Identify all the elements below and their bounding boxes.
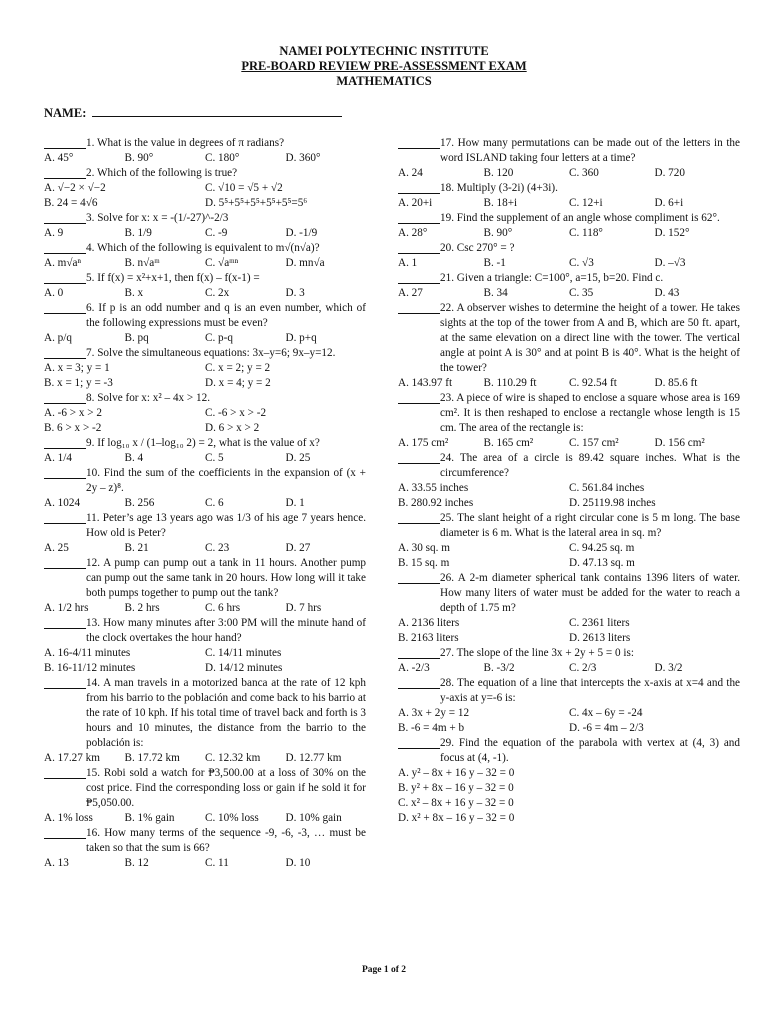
question-item bbox=[44, 766, 366, 826]
answer-option: A. 33.55 inches bbox=[398, 482, 469, 494]
answer-option: B. pq bbox=[124, 332, 149, 344]
question-item bbox=[398, 511, 740, 571]
question-text: 1. What is the value in degrees of π radians? bbox=[86, 137, 285, 149]
answer-option: B. 24 = 4√6 bbox=[44, 197, 98, 209]
answer-choices bbox=[398, 256, 740, 271]
answer-option: C. √10 = √5 + √2 bbox=[205, 182, 283, 194]
answer-choices bbox=[398, 766, 740, 826]
answer-option: D. 14/12 minutes bbox=[205, 662, 283, 674]
answer-option: C. 2361 liters bbox=[569, 617, 630, 629]
answer-option: B. x bbox=[124, 287, 144, 299]
question-text: 4. Which of the following is equivalent to m√(n√a)? bbox=[86, 242, 320, 254]
answer-choices bbox=[44, 181, 366, 211]
answer-choices bbox=[44, 361, 366, 391]
answer-option: C. 12+i bbox=[569, 197, 603, 209]
answer-choices bbox=[44, 226, 366, 241]
answer-choices bbox=[44, 496, 366, 511]
answer-option: C. 180° bbox=[205, 152, 240, 164]
answer-blank[interactable] bbox=[398, 301, 440, 314]
answer-option: D. 1 bbox=[285, 497, 305, 509]
answer-option: C. 94.25 sq. m bbox=[569, 542, 635, 554]
answer-blank[interactable] bbox=[398, 571, 440, 584]
question-stem bbox=[398, 451, 740, 481]
answer-option: D. 25119.98 inches bbox=[569, 497, 656, 509]
answer-blank[interactable] bbox=[398, 646, 440, 659]
answer-option: B. 1/9 bbox=[124, 227, 152, 239]
answer-option: A. 9 bbox=[44, 227, 64, 239]
question-text: 24. The area of a circle is 89.42 square inches. What is the circumference? bbox=[440, 452, 740, 479]
question-item bbox=[398, 571, 740, 646]
question-stem bbox=[398, 391, 740, 436]
answer-choices bbox=[44, 151, 366, 166]
answer-blank[interactable] bbox=[398, 511, 440, 524]
question-item bbox=[44, 826, 366, 871]
answer-option: A. 1% loss bbox=[44, 812, 93, 824]
answer-option: C. 157 cm² bbox=[569, 437, 619, 449]
answer-choices bbox=[44, 646, 366, 676]
answer-choices bbox=[44, 286, 366, 301]
answer-choices bbox=[398, 196, 740, 211]
answer-choices bbox=[398, 541, 740, 571]
exam-title: PRE-BOARD REVIEW PRE-ASSESSMENT EXAM bbox=[241, 59, 527, 73]
answer-option: B. -6 = 4m + b bbox=[398, 722, 465, 734]
answer-blank[interactable] bbox=[44, 616, 86, 629]
answer-option: B. 2163 liters bbox=[398, 632, 459, 644]
answer-choices bbox=[44, 406, 366, 436]
question-stem bbox=[44, 241, 366, 256]
answer-blank[interactable] bbox=[44, 556, 86, 569]
question-text: 29. Find the equation of the parabola with vertex at (4, 3) and focus at (4, -1). bbox=[440, 737, 740, 764]
question-text: 17. How many permutations can be made out of the letters in the word ISLAND taking four letters at a time? bbox=[440, 137, 740, 164]
question-text: 6. If p is an odd number and q is an even number, which of the following expressions must be even? bbox=[86, 302, 366, 329]
answer-option: B. 90° bbox=[124, 152, 154, 164]
question-text: 15. Robi sold a watch for ₱3,500.00 at a loss of 30% on the cost price. Find the corresponding loss or gain if he sold it for ₱5,050.00. bbox=[86, 767, 366, 809]
answer-choices bbox=[44, 751, 366, 766]
question-item bbox=[44, 616, 366, 676]
answer-option: D. x = 4; y = 2 bbox=[205, 377, 271, 389]
answer-option: C. 5 bbox=[205, 452, 224, 464]
question-item bbox=[398, 271, 740, 301]
answer-blank[interactable] bbox=[44, 676, 86, 689]
question-item bbox=[398, 136, 740, 181]
answer-option: D. -1/9 bbox=[285, 227, 318, 239]
question-item bbox=[44, 466, 366, 511]
answer-option: C. 4x – 6y = -24 bbox=[569, 707, 643, 719]
answer-option: C. -9 bbox=[205, 227, 228, 239]
answer-option: C. p-q bbox=[205, 332, 233, 344]
answer-option: C. 6 bbox=[205, 497, 224, 509]
answer-option: B. 18+i bbox=[483, 197, 518, 209]
answer-blank[interactable] bbox=[44, 211, 86, 224]
question-item bbox=[398, 181, 740, 211]
answer-option: D. -6 = 4m – 2/3 bbox=[569, 722, 644, 734]
answer-choices bbox=[44, 856, 366, 871]
answer-blank[interactable] bbox=[398, 676, 440, 689]
answer-choices bbox=[398, 226, 740, 241]
question-stem bbox=[44, 826, 366, 856]
answer-blank[interactable] bbox=[398, 241, 440, 254]
question-text: 22. A observer wishes to determine the height of a tower. He takes sights at the top of the tower from A and B, which are 50 ft. apart, at the same elevation on a direct line with the tower. The vertical angle at point A is 30° and at point B is 40°. What is the height of the tower? bbox=[440, 302, 740, 374]
answer-option: D. x² + 8x – 16 y – 32 = 0 bbox=[398, 812, 515, 824]
question-item bbox=[44, 301, 366, 346]
answer-option: B. -3/2 bbox=[483, 662, 515, 674]
answer-option: C. 360 bbox=[569, 167, 599, 179]
answer-option: A. 30 sq. m bbox=[398, 542, 450, 554]
answer-option: A. 175 cm² bbox=[398, 437, 449, 449]
answer-option: B. 16-11/12 minutes bbox=[44, 662, 136, 674]
question-stem bbox=[44, 556, 366, 601]
answer-option: C. 23 bbox=[205, 542, 230, 554]
question-stem bbox=[44, 616, 366, 646]
answer-blank[interactable] bbox=[398, 181, 440, 194]
answer-option: B. 280.92 inches bbox=[398, 497, 474, 509]
question-item bbox=[398, 211, 740, 241]
answer-option: A. 3x + 2y = 12 bbox=[398, 707, 470, 719]
institute-name: NAMEI POLYTECHNIC INSTITUTE bbox=[279, 44, 489, 58]
answer-choices bbox=[44, 451, 366, 466]
answer-option: C. 11 bbox=[205, 857, 229, 869]
answer-option: C. 14/11 minutes bbox=[205, 647, 282, 659]
question-stem bbox=[398, 136, 740, 166]
question-item bbox=[398, 391, 740, 451]
question-item bbox=[398, 646, 740, 676]
answer-option: B. 34 bbox=[483, 287, 508, 299]
answer-option: B. 1% gain bbox=[124, 812, 175, 824]
answer-option: B. 6 > x > -2 bbox=[44, 422, 102, 434]
question-text: 23. A piece of wire is shaped to enclose a square whose area is 169 cm². It is then reshaped to enclose a rectangle whose length is 15 cm. The area of the rectangle is: bbox=[440, 392, 740, 434]
answer-option: D. mn√a bbox=[285, 257, 325, 269]
answer-option: D. 156 cm² bbox=[654, 437, 705, 449]
question-text: 25. The slant height of a right circular cone is 5 m long. The base diameter is 6 m. What is the lateral area in sq. m? bbox=[440, 512, 740, 539]
question-item bbox=[44, 271, 366, 301]
question-stem bbox=[44, 436, 366, 451]
question-text: 7. Solve the simultaneous equations: 3x–y=6; 9x–y=12. bbox=[86, 347, 336, 359]
answer-option: C. 2x bbox=[205, 287, 230, 299]
question-stem bbox=[398, 211, 740, 226]
answer-option: C. √3 bbox=[569, 257, 594, 269]
answer-option: A. 1/2 hrs bbox=[44, 602, 89, 614]
question-text: 20. Csc 270° = ? bbox=[440, 242, 515, 254]
answer-option: A. 143.97 ft bbox=[398, 377, 453, 389]
answer-option: A. 0 bbox=[44, 287, 64, 299]
answer-option: A. p/q bbox=[44, 332, 72, 344]
answer-option: D. 2613 liters bbox=[569, 632, 631, 644]
answer-option: C. √aᵐⁿ bbox=[205, 257, 239, 269]
answer-option: C. 35 bbox=[569, 287, 594, 299]
answer-option: B. -1 bbox=[483, 257, 506, 269]
question-text: 3. Solve for x: x = -(1/-27)^-2/3 bbox=[86, 212, 229, 224]
answer-option: B. 120 bbox=[483, 167, 514, 179]
question-stem bbox=[44, 301, 366, 331]
answer-option: C. x = 2; y = 2 bbox=[205, 362, 271, 374]
answer-option: D. 3/2 bbox=[654, 662, 683, 674]
question-item bbox=[44, 511, 366, 556]
answer-option: C. -6 > x > -2 bbox=[205, 407, 267, 419]
answer-option: A. 13 bbox=[44, 857, 69, 869]
question-stem bbox=[398, 241, 740, 256]
answer-choices bbox=[398, 481, 740, 511]
answer-option: D. 7 hrs bbox=[285, 602, 322, 614]
answer-choices bbox=[398, 616, 740, 646]
question-item bbox=[44, 346, 366, 391]
question-text: 13. How many minutes after 3:00 PM will the minute hand of the clock overtakes the hour hand? bbox=[86, 617, 366, 644]
answer-option: B. 165 cm² bbox=[483, 437, 534, 449]
answer-choices bbox=[398, 706, 740, 736]
answer-option: A. 1024 bbox=[44, 497, 81, 509]
question-stem bbox=[398, 271, 740, 286]
answer-blank[interactable] bbox=[398, 271, 440, 284]
answer-option: D. 3 bbox=[285, 287, 305, 299]
answer-option: C. 12.32 km bbox=[205, 752, 261, 764]
question-stem bbox=[398, 301, 740, 376]
question-text: 14. A man travels in a motorized banca at the rate of 12 kph from his barrio to the población and come back to his barrio at the rate of 10 kph. If his total time of travel back and forth is 3 hours and 10 minutes, the distance from the barrio to the población is: bbox=[86, 677, 366, 749]
question-stem bbox=[398, 181, 740, 196]
question-item bbox=[44, 166, 366, 211]
question-item bbox=[398, 676, 740, 736]
question-text: 8. Solve for x: x² – 4x > 12. bbox=[86, 392, 211, 404]
question-stem bbox=[44, 211, 366, 226]
question-stem bbox=[44, 466, 366, 496]
answer-option: D. 27 bbox=[285, 542, 311, 554]
answer-option: D. 10% gain bbox=[285, 812, 342, 824]
answer-blank[interactable] bbox=[44, 511, 86, 524]
answer-choices bbox=[44, 541, 366, 556]
answer-option: A. 1/4 bbox=[44, 452, 72, 464]
answer-option: D. 85.6 ft bbox=[654, 377, 698, 389]
question-item bbox=[44, 211, 366, 241]
answer-blank[interactable] bbox=[44, 436, 86, 449]
answer-option: B. 90° bbox=[483, 227, 513, 239]
question-item bbox=[44, 676, 366, 766]
answer-option: D. 12.77 km bbox=[285, 752, 342, 764]
answer-option: C. 118° bbox=[569, 227, 603, 239]
question-stem bbox=[44, 676, 366, 751]
answer-option: A. 17.27 km bbox=[44, 752, 100, 764]
question-stem bbox=[398, 646, 740, 661]
answer-option: A. 16-4/11 minutes bbox=[44, 647, 131, 659]
answer-option: C. x² – 8x + 16 y – 32 = 0 bbox=[398, 797, 514, 809]
answer-option: D. 47.13 sq. m bbox=[569, 557, 635, 569]
answer-choices bbox=[44, 811, 366, 826]
answer-option: B. 17.72 km bbox=[124, 752, 180, 764]
question-stem bbox=[44, 166, 366, 181]
answer-option: D. 6 > x > 2 bbox=[205, 422, 260, 434]
page-footer: Page 1 of 2 bbox=[361, 965, 407, 975]
question-item bbox=[398, 736, 740, 826]
question-stem bbox=[44, 346, 366, 361]
question-item bbox=[44, 556, 366, 616]
answer-option: D. 720 bbox=[654, 167, 685, 179]
answer-option: B. x = 1; y = -3 bbox=[44, 377, 113, 389]
question-text: 10. Find the sum of the coefficients in the expansion of (x + 2y – z)⁸. bbox=[86, 467, 366, 494]
question-text: 5. If f(x) = x²+x+1, then f(x) – f(x-1) = bbox=[86, 272, 260, 284]
answer-blank[interactable] bbox=[398, 391, 440, 404]
answer-blank[interactable] bbox=[44, 346, 86, 359]
answer-choices bbox=[398, 286, 740, 301]
answer-option: A. -2/3 bbox=[398, 662, 430, 674]
answer-option: A. 2136 liters bbox=[398, 617, 460, 629]
answer-option: C. 6 hrs bbox=[205, 602, 241, 614]
question-stem bbox=[44, 391, 366, 406]
question-text: 21. Given a triangle: C=100°, a=15, b=20. Find c. bbox=[440, 272, 664, 284]
answer-option: C. 561.84 inches bbox=[569, 482, 645, 494]
question-stem bbox=[44, 136, 366, 151]
answer-option: D. 43 bbox=[654, 287, 680, 299]
answer-option: B. 12 bbox=[124, 857, 149, 869]
answer-option: A. 24 bbox=[398, 167, 423, 179]
question-stem bbox=[44, 511, 366, 541]
question-stem bbox=[44, 271, 366, 286]
question-stem bbox=[398, 676, 740, 706]
answer-option: D. 5⁵+5⁵+5⁵+5⁵+5⁵=5⁶ bbox=[205, 197, 308, 209]
answer-choices bbox=[44, 256, 366, 271]
answer-option: A. m√aⁿ bbox=[44, 257, 82, 269]
answer-option: B. n√aᵐ bbox=[124, 257, 160, 269]
answer-option: A. -6 > x > 2 bbox=[44, 407, 102, 419]
answer-choices bbox=[44, 331, 366, 346]
answer-choices bbox=[398, 166, 740, 181]
left-question-column bbox=[44, 136, 366, 871]
question-stem bbox=[44, 766, 366, 811]
right-question-column bbox=[398, 136, 740, 826]
question-text: 16. How many terms of the sequence -9, -6, -3, … must be taken so that the sum is 66? bbox=[86, 827, 366, 854]
question-text: 2. Which of the following is true? bbox=[86, 167, 238, 179]
answer-option: A. 1 bbox=[398, 257, 418, 269]
answer-option: C. 92.54 ft bbox=[569, 377, 617, 389]
answer-choices bbox=[398, 436, 740, 451]
answer-option: D. 6+i bbox=[654, 197, 684, 209]
answer-blank[interactable] bbox=[44, 466, 86, 479]
answer-blank[interactable] bbox=[398, 451, 440, 464]
answer-option: A. 27 bbox=[398, 287, 423, 299]
question-text: 27. The slope of the line 3x + 2y + 5 = 0 is: bbox=[440, 647, 634, 659]
answer-option: D. 152° bbox=[654, 227, 690, 239]
answer-choices bbox=[44, 601, 366, 616]
answer-option: A. 20+i bbox=[398, 197, 433, 209]
question-item bbox=[398, 241, 740, 271]
answer-option: A. y² – 8x + 16 y – 32 = 0 bbox=[398, 767, 515, 779]
answer-blank[interactable] bbox=[398, 136, 440, 149]
question-stem bbox=[398, 736, 740, 766]
question-stem bbox=[398, 511, 740, 541]
question-item bbox=[44, 136, 366, 166]
question-text: 9. If log₁₀ x / (1–log₁₀ 2) = 2, what is the value of x? bbox=[86, 437, 320, 449]
question-item bbox=[44, 391, 366, 436]
answer-option: B. y² + 8x – 16 y – 32 = 0 bbox=[398, 782, 514, 794]
answer-option: B. 256 bbox=[124, 497, 155, 509]
question-item bbox=[398, 451, 740, 511]
answer-blank[interactable] bbox=[44, 241, 86, 254]
answer-option: D. 10 bbox=[285, 857, 311, 869]
question-text: 26. A 2-m diameter spherical tank contains 1396 liters of water. How many liters of water must be added for the water to reach a depth of 1.75 m? bbox=[440, 572, 740, 614]
answer-option: B. 2 hrs bbox=[124, 602, 160, 614]
answer-option: D. 360° bbox=[285, 152, 321, 164]
answer-option: A. 45° bbox=[44, 152, 74, 164]
answer-option: D. 25 bbox=[285, 452, 311, 464]
answer-blank[interactable] bbox=[44, 766, 86, 779]
question-item bbox=[44, 241, 366, 271]
question-item bbox=[398, 301, 740, 391]
answer-blank[interactable] bbox=[398, 211, 440, 224]
question-text: 11. Peter’s age 13 years ago was 1/3 of his age 7 years hence. How old is Peter? bbox=[86, 512, 366, 539]
answer-option: C. 2/3 bbox=[569, 662, 597, 674]
answer-option: D. p+q bbox=[285, 332, 317, 344]
answer-option: A. 28° bbox=[398, 227, 428, 239]
answer-choices bbox=[398, 376, 740, 391]
question-text: 28. The equation of a line that intercepts the x-axis at x=4 and the y-axis at y=-6 is: bbox=[440, 677, 740, 704]
question-item bbox=[44, 436, 366, 466]
answer-option: C. 10% loss bbox=[205, 812, 259, 824]
name-blank[interactable] bbox=[92, 104, 342, 117]
answer-blank[interactable] bbox=[44, 166, 86, 179]
question-text: 18. Multiply (3-2i) (4+3i). bbox=[440, 182, 558, 194]
answer-option: D. –√3 bbox=[654, 257, 686, 269]
answer-option: A. x = 3; y = 1 bbox=[44, 362, 110, 374]
answer-blank[interactable] bbox=[44, 391, 86, 404]
question-stem bbox=[398, 571, 740, 616]
answer-option: B. 4 bbox=[124, 452, 144, 464]
name-field bbox=[44, 104, 342, 121]
answer-option: B. 110.29 ft bbox=[483, 377, 537, 389]
answer-blank[interactable] bbox=[44, 136, 86, 149]
answer-option: A. √−2 × √−2 bbox=[44, 182, 106, 194]
answer-option: A. 25 bbox=[44, 542, 69, 554]
answer-choices bbox=[398, 661, 740, 676]
answer-option: B. 21 bbox=[124, 542, 149, 554]
subject-title: MATHEMATICS bbox=[336, 74, 432, 88]
answer-blank[interactable] bbox=[398, 736, 440, 749]
question-text: 12. A pump can pump out a tank in 11 hours. Another pump can pump out the same tank in 20 hours. How long will it take both pumps together to pump out the tank? bbox=[86, 557, 366, 599]
answer-option: B. 15 sq. m bbox=[398, 557, 450, 569]
answer-blank[interactable] bbox=[44, 301, 86, 314]
answer-blank[interactable] bbox=[44, 271, 86, 284]
name-label: NAME: bbox=[44, 106, 87, 120]
answer-blank[interactable] bbox=[44, 826, 86, 839]
question-text: 19. Find the supplement of an angle whose compliment is 62°. bbox=[440, 212, 720, 224]
